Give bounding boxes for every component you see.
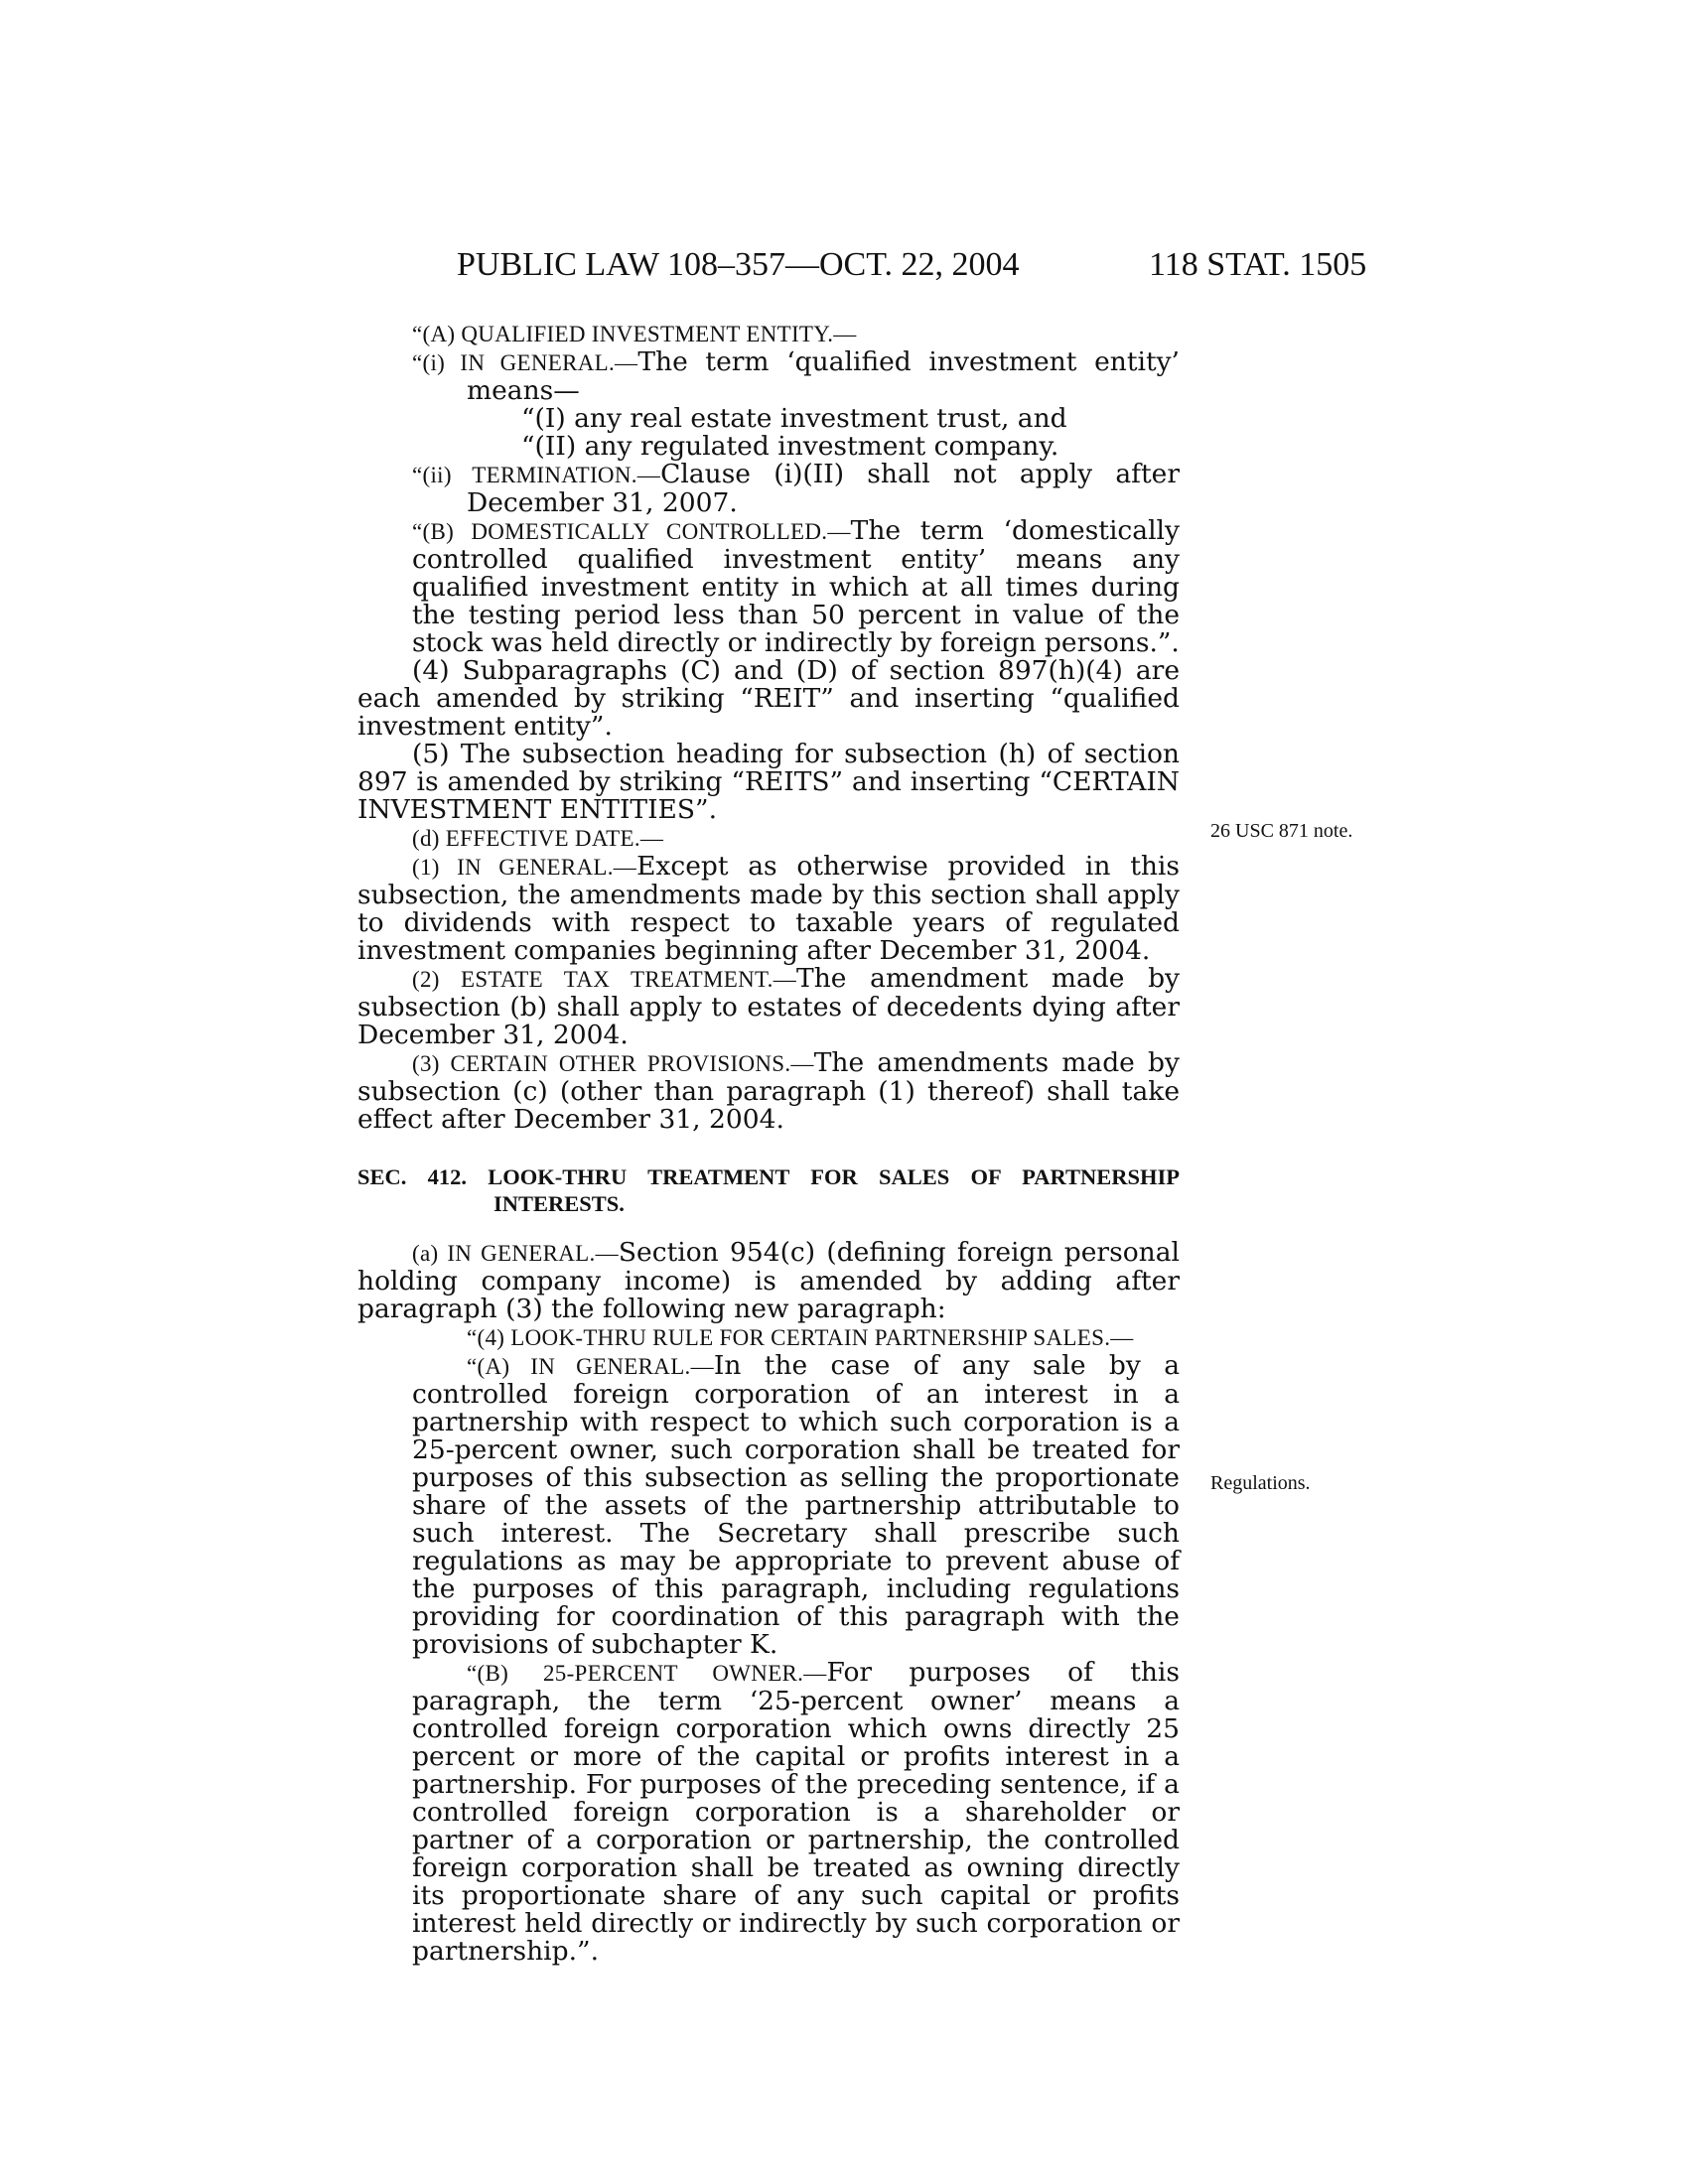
para-c4: (4) Subparagraphs (C) and (D) of section 897(h)(4) are each amended by striking “REIT” and inserting “qualified investment entity”. xyxy=(357,655,1180,742)
header-public-law: PUBLIC LAW 108–357—OCT. 22, 2004 xyxy=(457,246,1020,283)
para-4a-in-general: “(A) IN GENERAL.—In the case of any sale by a controlled foreign corporation of an interest in a partnership with respect to which such corporation is a 25-percent owner, such corporation shall be treated for purposes of this subsection as selling the proportionate share of the assets of the partnership attributable to such interest. The Secretary shall prescribe such regulations as may be appropriate to prevent abuse of the purposes of this paragraph, including regulations providing for coordination of this paragraph with the provisions of subchapter K. xyxy=(412,1350,1180,1660)
section-412-heading: SEC. 412. LOOK-THRU TREATMENT FOR SALES OF PARTNERSHIP INTERESTS. xyxy=(357,1164,1180,1216)
para-sec412-a-in-general: (a) IN GENERAL.—Section 954(c) (defining foreign personal holding company income) is amended by adding after paragraph (3) the following new paragraph: xyxy=(357,1237,1180,1324)
para-b-domestically-controlled: “(B) DOMESTICALLY CONTROLLED.—The term ‘domestically controlled qualified investment entity’ means any qualified investment entity in which at all times during the testing period less than 50 percent in value of the stock was held directly or indirectly by foreign persons.”. xyxy=(412,515,1180,658)
para-a-i-I: “(I) any real estate investment trust, and xyxy=(521,403,1067,434)
margin-note-usc: 26 USC 871 note. xyxy=(1210,820,1353,842)
margin-note-regulations: Regulations. xyxy=(1210,1472,1311,1494)
para-4b-25-percent-owner: “(B) 25-PERCENT OWNER.—For purposes of this paragraph, the term ‘25-percent owner’ means a controlled foreign corporation which owns directly 25 percent or more of the capital or profits interest in a partnership. For purposes of the preceding sentence, if a controlled foreign corporation is a shareholder or partner of a corporation or partnership, the controlled foreign corporation shall be treated as owning directly its proportionate share of any such capital or profits interest held directly or indirectly by such corporation or partnership.”. xyxy=(412,1657,1180,1967)
para-a-i-in-general: “(i) IN GENERAL.—The term ‘qualified investment entity’ means— xyxy=(412,346,1180,406)
para-a-i-II: “(II) any regulated investment company. xyxy=(521,431,1059,462)
para-4-look-thru-rule: “(4) LOOK-THRU RULE FOR CERTAIN PARTNERSHIP SALES.— xyxy=(467,1325,1134,1350)
para-d2-estate-tax: (2) ESTATE TAX TREATMENT.—The amendment made by subsection (b) shall apply to estates of decedents dying after December 31, 2004. xyxy=(357,963,1180,1050)
header-stat-page: 118 STAT. 1505 xyxy=(1149,246,1367,283)
para-a-qualified-investment-entity: “(A) QUALIFIED INVESTMENT ENTITY.— xyxy=(412,322,857,346)
page-header xyxy=(0,246,1688,286)
para-d3-certain-other: (3) CERTAIN OTHER PROVISIONS.—The amendments made by subsection (c) (other than paragraph (1) thereof) shall take effect after December 31, 2004. xyxy=(357,1047,1180,1135)
document-body xyxy=(357,320,1180,1966)
para-d1-in-general: (1) IN GENERAL.—Except as otherwise provided in this subsection, the amendments made by this section shall apply to dividends with respect to taxable years of regulated investment companies beginning after December 31, 2004. xyxy=(357,851,1180,966)
para-c5: (5) The subsection heading for subsection (h) of section 897 is amended by striking “REITS” and inserting “CERTAIN INVESTMENT ENTITIES”. xyxy=(357,739,1180,825)
para-d-effective-date: (d) EFFECTIVE DATE.— xyxy=(412,826,664,851)
para-a-ii-termination: “(ii) TERMINATION.—Clause (i)(II) shall not apply after December 31, 2007. xyxy=(412,459,1180,518)
